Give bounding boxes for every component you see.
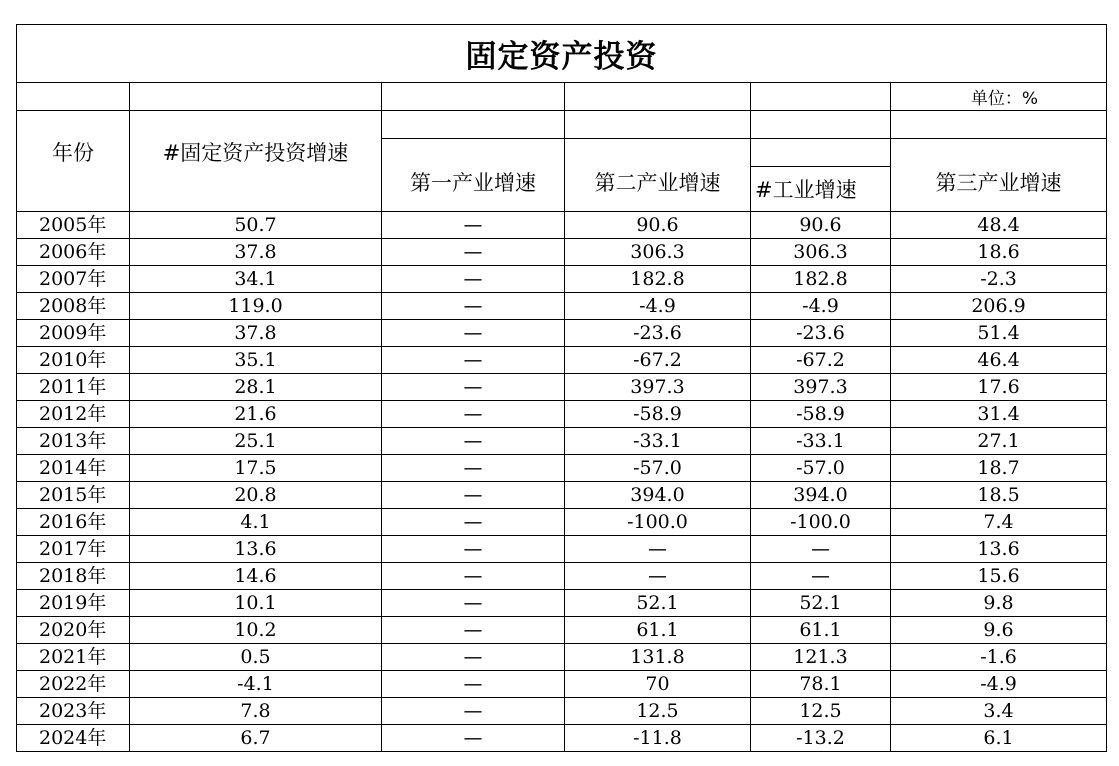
title-row bbox=[17, 25, 1107, 83]
cell-primary-growth: — bbox=[382, 320, 565, 347]
header-row-1 bbox=[17, 111, 1107, 139]
cell-fixed-investment-growth: 17.5 bbox=[130, 455, 382, 482]
table-row bbox=[17, 374, 1107, 401]
cell-fixed-investment-growth: 7.8 bbox=[130, 698, 382, 725]
cell-secondary-growth: -33.1 bbox=[565, 428, 751, 455]
cell-tertiary-growth: 3.4 bbox=[891, 698, 1107, 725]
cell-industry-growth: 394.0 bbox=[751, 482, 891, 509]
cell-fixed-investment-growth: 4.1 bbox=[130, 509, 382, 536]
cell-tertiary-growth: 48.4 bbox=[891, 212, 1107, 239]
cell-secondary-growth: 397.3 bbox=[565, 374, 751, 401]
cell-secondary-growth: 182.8 bbox=[565, 266, 751, 293]
blank-cell bbox=[130, 83, 382, 111]
header-year: 年份 bbox=[17, 111, 130, 212]
table-row bbox=[17, 644, 1107, 671]
blank-cell bbox=[382, 111, 565, 139]
cell-secondary-growth: -67.2 bbox=[565, 347, 751, 374]
cell-year: 2020年 bbox=[17, 617, 130, 644]
cell-industry-growth: 182.8 bbox=[751, 266, 891, 293]
cell-secondary-growth: 70 bbox=[565, 671, 751, 698]
table-row bbox=[17, 563, 1107, 590]
cell-primary-growth: — bbox=[382, 563, 565, 590]
cell-year: 2012年 bbox=[17, 401, 130, 428]
investment-table bbox=[16, 24, 1107, 752]
cell-primary-growth: — bbox=[382, 293, 565, 320]
cell-secondary-growth: -23.6 bbox=[565, 320, 751, 347]
blank-cell bbox=[891, 111, 1107, 139]
unit-row bbox=[17, 83, 1107, 111]
table-row bbox=[17, 239, 1107, 266]
cell-year: 2022年 bbox=[17, 671, 130, 698]
cell-tertiary-growth: 6.1 bbox=[891, 725, 1107, 752]
cell-tertiary-growth: 31.4 bbox=[891, 401, 1107, 428]
table-row bbox=[17, 293, 1107, 320]
cell-primary-growth: — bbox=[382, 347, 565, 374]
cell-year: 2023年 bbox=[17, 698, 130, 725]
cell-tertiary-growth: 13.6 bbox=[891, 536, 1107, 563]
cell-fixed-investment-growth: 21.6 bbox=[130, 401, 382, 428]
cell-secondary-growth: — bbox=[565, 536, 751, 563]
cell-fixed-investment-growth: 20.8 bbox=[130, 482, 382, 509]
table-row bbox=[17, 320, 1107, 347]
blank-cell bbox=[565, 111, 751, 139]
cell-primary-growth: — bbox=[382, 455, 565, 482]
header-primary-growth: 第一产业增速 bbox=[382, 139, 565, 212]
cell-industry-growth: 306.3 bbox=[751, 239, 891, 266]
cell-fixed-investment-growth: 10.1 bbox=[130, 590, 382, 617]
cell-fixed-investment-growth: 10.2 bbox=[130, 617, 382, 644]
cell-industry-growth: -13.2 bbox=[751, 725, 891, 752]
cell-fixed-investment-growth: 50.7 bbox=[130, 212, 382, 239]
table-row bbox=[17, 671, 1107, 698]
blank-cell bbox=[751, 83, 891, 111]
table-title: 固定资产投资 bbox=[17, 25, 1107, 83]
cell-tertiary-growth: 51.4 bbox=[891, 320, 1107, 347]
cell-year: 2011年 bbox=[17, 374, 130, 401]
cell-secondary-growth: 52.1 bbox=[565, 590, 751, 617]
cell-primary-growth: — bbox=[382, 482, 565, 509]
blank-cell bbox=[382, 83, 565, 111]
cell-industry-growth: -100.0 bbox=[751, 509, 891, 536]
cell-fixed-investment-growth: 14.6 bbox=[130, 563, 382, 590]
cell-primary-growth: — bbox=[382, 212, 565, 239]
cell-secondary-growth: -58.9 bbox=[565, 401, 751, 428]
cell-primary-growth: — bbox=[382, 590, 565, 617]
cell-secondary-growth: — bbox=[565, 563, 751, 590]
cell-year: 2008年 bbox=[17, 293, 130, 320]
cell-primary-growth: — bbox=[382, 725, 565, 752]
cell-tertiary-growth: 46.4 bbox=[891, 347, 1107, 374]
blank-cell bbox=[17, 83, 130, 111]
cell-year: 2019年 bbox=[17, 590, 130, 617]
cell-tertiary-growth: -4.9 bbox=[891, 671, 1107, 698]
cell-secondary-growth: 12.5 bbox=[565, 698, 751, 725]
cell-industry-growth: 397.3 bbox=[751, 374, 891, 401]
table-row bbox=[17, 536, 1107, 563]
cell-tertiary-growth: 7.4 bbox=[891, 509, 1107, 536]
unit-label: 单位：% bbox=[891, 83, 1107, 111]
header-industry-growth: #工业增速 bbox=[751, 167, 891, 212]
cell-year: 2018年 bbox=[17, 563, 130, 590]
cell-industry-growth: -4.9 bbox=[751, 293, 891, 320]
cell-primary-growth: — bbox=[382, 401, 565, 428]
cell-industry-growth: 90.6 bbox=[751, 212, 891, 239]
cell-year: 2015年 bbox=[17, 482, 130, 509]
table-row bbox=[17, 428, 1107, 455]
cell-fixed-investment-growth: 34.1 bbox=[130, 266, 382, 293]
header-secondary-growth: 第二产业增速 bbox=[565, 139, 751, 212]
cell-fixed-investment-growth: -4.1 bbox=[130, 671, 382, 698]
cell-industry-growth: -57.0 bbox=[751, 455, 891, 482]
cell-tertiary-growth: 18.7 bbox=[891, 455, 1107, 482]
cell-year: 2017年 bbox=[17, 536, 130, 563]
table-row bbox=[17, 590, 1107, 617]
header-fixed-investment-growth: #固定资产投资增速 bbox=[130, 111, 382, 212]
cell-primary-growth: — bbox=[382, 698, 565, 725]
cell-year: 2014年 bbox=[17, 455, 130, 482]
cell-secondary-growth: 90.6 bbox=[565, 212, 751, 239]
cell-fixed-investment-growth: 0.5 bbox=[130, 644, 382, 671]
cell-industry-growth: — bbox=[751, 563, 891, 590]
cell-fixed-investment-growth: 37.8 bbox=[130, 320, 382, 347]
table-row bbox=[17, 725, 1107, 752]
cell-year: 2016年 bbox=[17, 509, 130, 536]
cell-secondary-growth: 131.8 bbox=[565, 644, 751, 671]
cell-industry-growth: -23.6 bbox=[751, 320, 891, 347]
cell-fixed-investment-growth: 13.6 bbox=[130, 536, 382, 563]
cell-industry-growth: 52.1 bbox=[751, 590, 891, 617]
table-row bbox=[17, 401, 1107, 428]
cell-secondary-growth: -11.8 bbox=[565, 725, 751, 752]
cell-industry-growth: 12.5 bbox=[751, 698, 891, 725]
cell-tertiary-growth: 27.1 bbox=[891, 428, 1107, 455]
header-tertiary-growth: 第三产业增速 bbox=[891, 139, 1107, 212]
cell-year: 2024年 bbox=[17, 725, 130, 752]
cell-tertiary-growth: 9.8 bbox=[891, 590, 1107, 617]
table-row bbox=[17, 212, 1107, 239]
cell-year: 2021年 bbox=[17, 644, 130, 671]
cell-year: 2013年 bbox=[17, 428, 130, 455]
cell-tertiary-growth: 18.5 bbox=[891, 482, 1107, 509]
blank-cell bbox=[751, 111, 891, 139]
blank-cell bbox=[565, 83, 751, 111]
table-row bbox=[17, 455, 1107, 482]
cell-tertiary-growth: 9.6 bbox=[891, 617, 1107, 644]
cell-primary-growth: — bbox=[382, 644, 565, 671]
cell-tertiary-growth: -1.6 bbox=[891, 644, 1107, 671]
cell-secondary-growth: -100.0 bbox=[565, 509, 751, 536]
table-row bbox=[17, 617, 1107, 644]
cell-primary-growth: — bbox=[382, 428, 565, 455]
cell-industry-growth: 61.1 bbox=[751, 617, 891, 644]
cell-year: 2010年 bbox=[17, 347, 130, 374]
cell-industry-growth: — bbox=[751, 536, 891, 563]
cell-industry-growth: 78.1 bbox=[751, 671, 891, 698]
cell-secondary-growth: 394.0 bbox=[565, 482, 751, 509]
cell-year: 2005年 bbox=[17, 212, 130, 239]
cell-primary-growth: — bbox=[382, 374, 565, 401]
cell-primary-growth: — bbox=[382, 617, 565, 644]
cell-tertiary-growth: 18.6 bbox=[891, 239, 1107, 266]
cell-year: 2009年 bbox=[17, 320, 130, 347]
table-row bbox=[17, 698, 1107, 725]
cell-primary-growth: — bbox=[382, 671, 565, 698]
cell-secondary-growth: -4.9 bbox=[565, 293, 751, 320]
cell-tertiary-growth: 206.9 bbox=[891, 293, 1107, 320]
cell-primary-growth: — bbox=[382, 536, 565, 563]
cell-primary-growth: — bbox=[382, 239, 565, 266]
cell-fixed-investment-growth: 35.1 bbox=[130, 347, 382, 374]
table-row bbox=[17, 347, 1107, 374]
cell-industry-growth: -33.1 bbox=[751, 428, 891, 455]
table-row bbox=[17, 482, 1107, 509]
table-row bbox=[17, 266, 1107, 293]
cell-year: 2007年 bbox=[17, 266, 130, 293]
cell-year: 2006年 bbox=[17, 239, 130, 266]
cell-industry-growth: -67.2 bbox=[751, 347, 891, 374]
blank-cell bbox=[751, 139, 891, 167]
cell-tertiary-growth: 15.6 bbox=[891, 563, 1107, 590]
cell-fixed-investment-growth: 25.1 bbox=[130, 428, 382, 455]
cell-primary-growth: — bbox=[382, 509, 565, 536]
table-row bbox=[17, 509, 1107, 536]
cell-industry-growth: -58.9 bbox=[751, 401, 891, 428]
cell-secondary-growth: 61.1 bbox=[565, 617, 751, 644]
cell-industry-growth: 121.3 bbox=[751, 644, 891, 671]
cell-fixed-investment-growth: 119.0 bbox=[130, 293, 382, 320]
cell-primary-growth: — bbox=[382, 266, 565, 293]
cell-tertiary-growth: -2.3 bbox=[891, 266, 1107, 293]
cell-fixed-investment-growth: 37.8 bbox=[130, 239, 382, 266]
cell-fixed-investment-growth: 28.1 bbox=[130, 374, 382, 401]
cell-tertiary-growth: 17.6 bbox=[891, 374, 1107, 401]
cell-fixed-investment-growth: 6.7 bbox=[130, 725, 382, 752]
cell-secondary-growth: 306.3 bbox=[565, 239, 751, 266]
cell-secondary-growth: -57.0 bbox=[565, 455, 751, 482]
